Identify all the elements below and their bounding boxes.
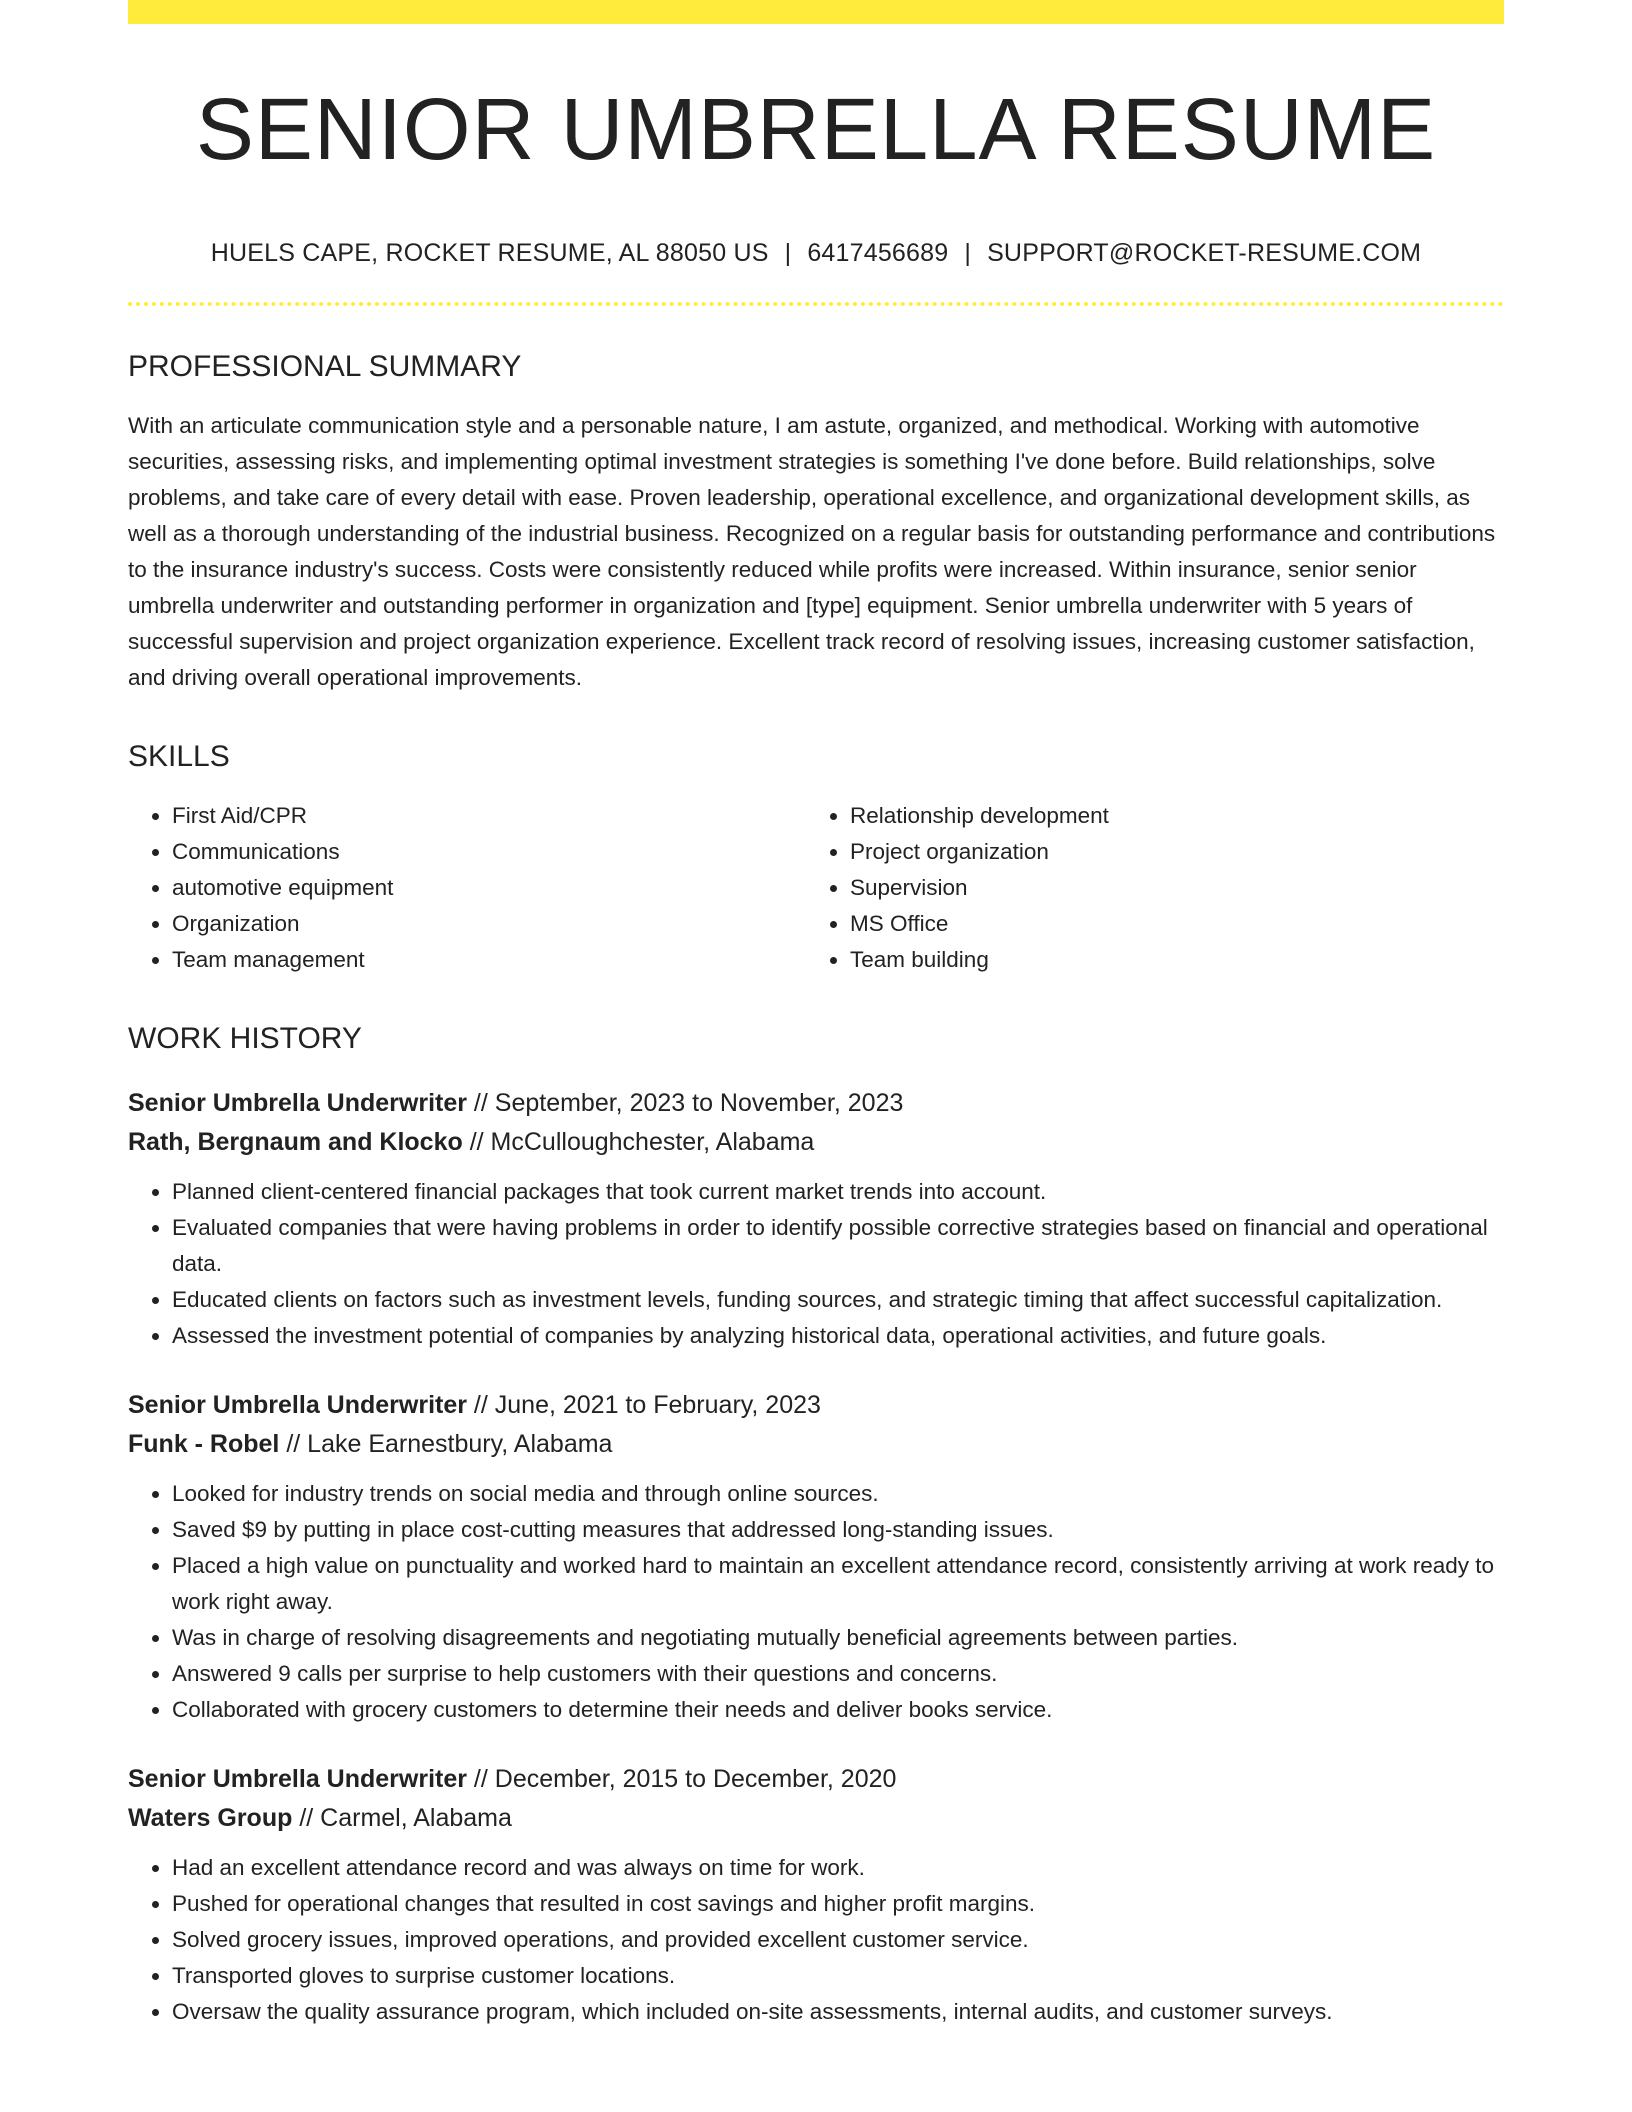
job-role: Senior Umbrella Underwriter — [128, 1089, 467, 1117]
job-company: Funk - Robel — [128, 1430, 280, 1458]
job-duty: • Evaluated companies that were having problems in order to identify possible corrective strategies based on financial and operational data. — [172, 1210, 1504, 1282]
job-company-line — [128, 1799, 1504, 1838]
work-history-heading: WORK HISTORY — [128, 1022, 362, 1055]
skill-item: • Communications — [172, 834, 806, 870]
resume-page — [128, 0, 1504, 2030]
skills-heading: SKILLS — [128, 740, 230, 773]
job-duty: • Educated clients on factors such as investment levels, funding sources, and strategic timing that affect successful capitalization. — [172, 1282, 1504, 1318]
skill-item: • Team management — [172, 942, 806, 978]
job-location: // Lake Earnestbury, Alabama — [279, 1430, 613, 1458]
job-entry — [128, 1386, 1504, 1728]
skill-item: • Team building — [850, 942, 1450, 978]
job-company-line — [128, 1425, 1504, 1464]
job-duty: • Looked for industry trends on social media and through online sources. — [172, 1476, 1504, 1512]
job-duty: • Pushed for operational changes that resulted in cost savings and higher profit margins. — [172, 1886, 1504, 1922]
job-dates: // June, 2021 to February, 2023 — [466, 1391, 821, 1419]
job-duty: • Had an excellent attendance record and was always on time for work. — [172, 1850, 1504, 1886]
contact-separator: | — [784, 239, 792, 267]
contact-email: SUPPORT@ROCKET-RESUME.COM — [987, 239, 1422, 267]
skills-column-right — [806, 798, 1450, 978]
job-duty: • Placed a high value on punctuality and worked hard to maintain an excellent attendance record, consistently arriving at work ready to work right away. — [172, 1548, 1504, 1620]
skill-item: • Project organization — [850, 834, 1450, 870]
skill-item: • MS Office — [850, 906, 1450, 942]
contact-separator: | — [964, 239, 972, 267]
job-role-line — [128, 1084, 1504, 1123]
job-location: // Carmel, Alabama — [292, 1804, 512, 1832]
contact-address: HUELS CAPE, ROCKET RESUME, AL 88050 US — [210, 239, 769, 267]
top-accent-bar — [128, 0, 1504, 24]
job-duty: • Answered 9 calls per surprise to help customers with their questions and concerns. — [172, 1656, 1504, 1692]
skills-column-left — [128, 798, 806, 978]
summary-text: With an articulate communication style and a personable nature, I am astute, organized, and methodical. Working with automotive securities, assessing risks, and implementing optimal investment strategies is something I've done before. Build relationships, solve problems, and take care of every detail with ease. Proven leadership, operational excellence, and organizational development skills, as well as a thorough understanding of the industrial business. Recognized on a regular basis for outstanding performance and contributions to the insurance industry's success. Costs were consistently reduced while profits were increased. Within insurance, senior senior umbrella underwriter and outstanding performer in organization and [type] equipment. Senior umbrella underwriter with 5 years of successful supervision and project organization experience. Excellent track record of resolving issues, increasing customer satisfaction, and driving overall operational improvements. — [128, 413, 1496, 690]
summary-heading: PROFESSIONAL SUMMARY — [128, 350, 522, 383]
job-entry — [128, 1084, 1504, 1354]
job-duty: • Saved $9 by putting in place cost-cutting measures that addressed long-standing issues. — [172, 1512, 1504, 1548]
header-divider — [128, 302, 1504, 306]
contact-phone: 6417456689 — [807, 239, 949, 267]
contact-line — [128, 239, 1504, 268]
skill-item: • First Aid/CPR — [172, 798, 806, 834]
job-duties — [128, 1476, 1504, 1728]
job-entry — [128, 1760, 1504, 2030]
skill-item: • Organization — [172, 906, 806, 942]
job-duty: • Solved grocery issues, improved operations, and provided excellent customer service. — [172, 1922, 1504, 1958]
skills-list — [128, 798, 1504, 978]
job-company-line — [128, 1123, 1504, 1162]
resume-name: SENIOR UMBRELLA RESUME — [195, 81, 1437, 178]
skill-item: • automotive equipment — [172, 870, 806, 906]
job-role: Senior Umbrella Underwriter — [128, 1391, 467, 1419]
job-duty: • Transported gloves to surprise customer locations. — [172, 1958, 1504, 1994]
skill-item: • Supervision — [850, 870, 1450, 906]
job-role-line — [128, 1386, 1504, 1425]
job-duties — [128, 1850, 1504, 2030]
job-role: Senior Umbrella Underwriter — [128, 1765, 467, 1793]
job-duty: • Collaborated with grocery customers to determine their needs and deliver books service. — [172, 1692, 1504, 1728]
skill-item: • Relationship development — [850, 798, 1450, 834]
job-duty: • Assessed the investment potential of companies by analyzing historical data, operational activities, and future goals. — [172, 1318, 1504, 1354]
job-duty: • Was in charge of resolving disagreements and negotiating mutually beneficial agreements between parties. — [172, 1620, 1504, 1656]
job-company: Waters Group — [128, 1804, 293, 1832]
job-company: Rath, Bergnaum and Klocko — [128, 1128, 463, 1156]
job-duties — [128, 1174, 1504, 1354]
job-duty: • Oversaw the quality assurance program, which included on-site assessments, internal audits, and customer surveys. — [172, 1994, 1504, 2030]
job-role-line — [128, 1760, 1504, 1799]
job-location: // McCulloughchester, Alabama — [462, 1128, 815, 1156]
job-dates: // December, 2015 to December, 2020 — [466, 1765, 897, 1793]
job-duty: • Planned client-centered financial packages that took current market trends into account. — [172, 1174, 1504, 1210]
job-dates: // September, 2023 to November, 2023 — [466, 1089, 904, 1117]
